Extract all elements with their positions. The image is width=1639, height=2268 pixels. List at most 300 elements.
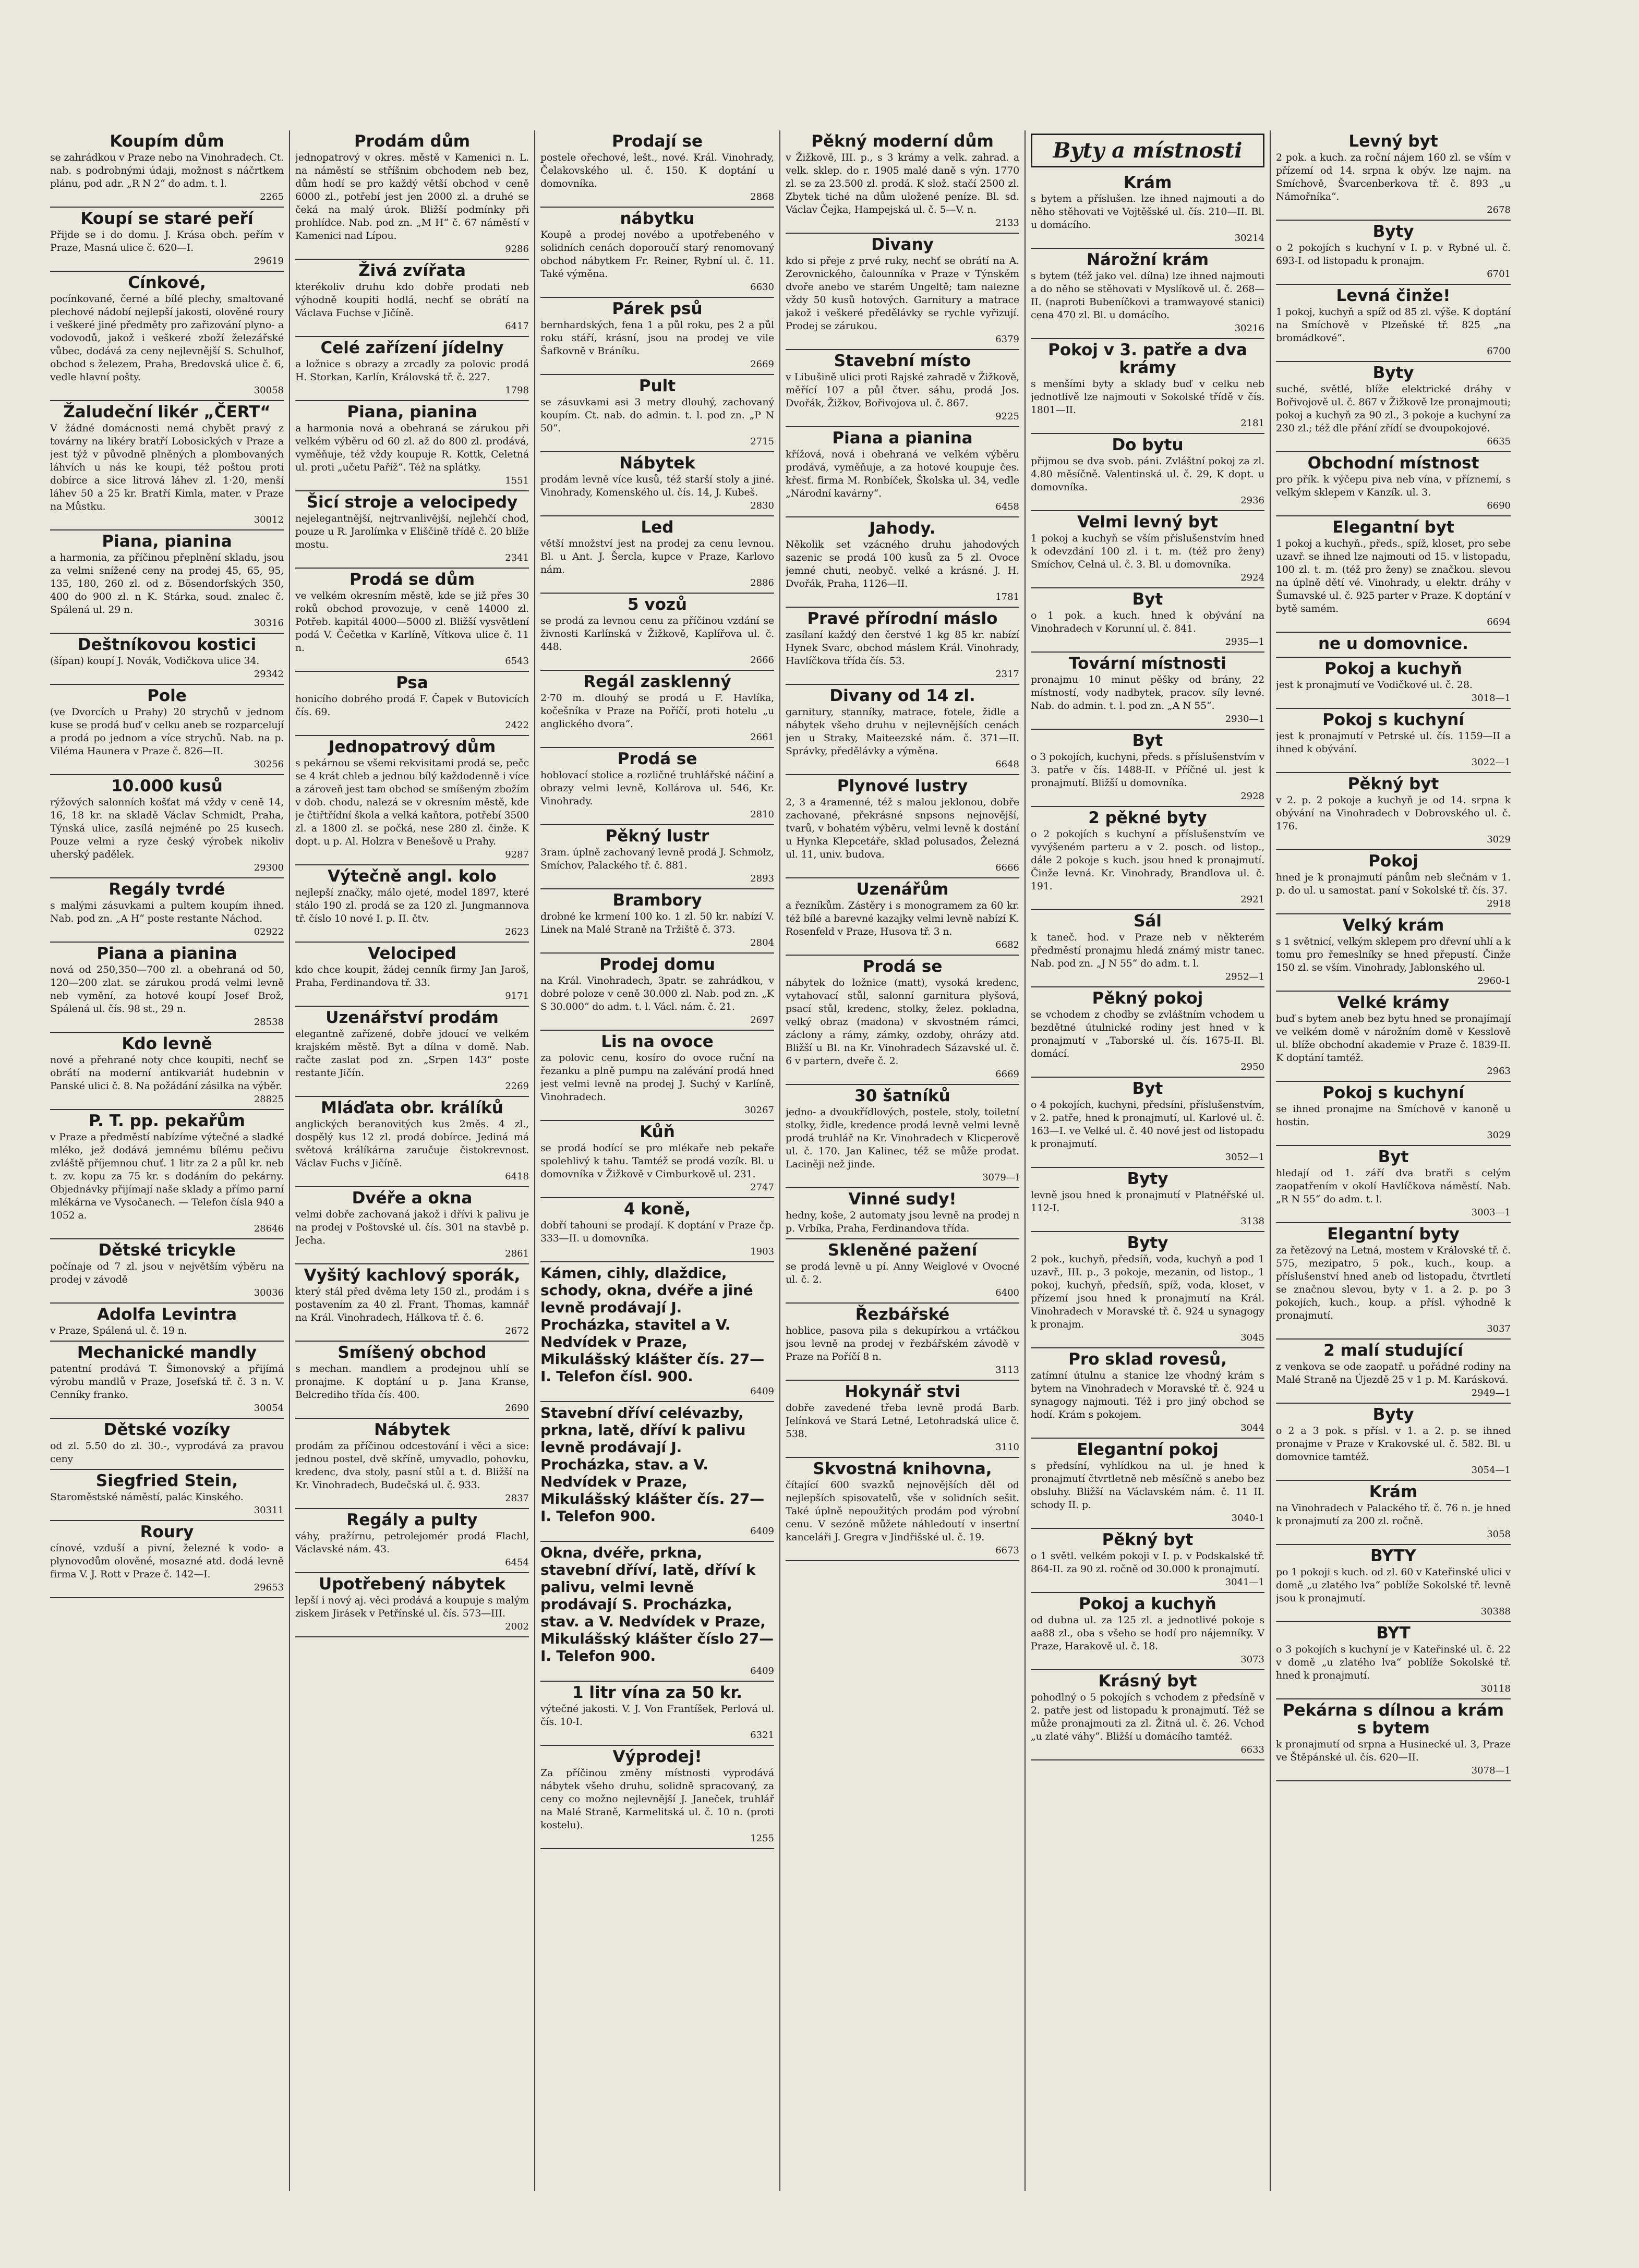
ad-number: 2837 — [505, 1493, 529, 1504]
ad-text: nejelegantnější, nejtrvanlivější, nejlehčí chod, pouze u R. Jarolímka v Eliščině třídě č. 20 blíže mostu. — [295, 513, 529, 550]
ad-text: s pekárnou se všemi rekvisitami prodá se, pečc se 4 krát chleb a jednou bílý každodenně i více a zároveň jest tam obchod se smíšeným zbožím v dob. chodu, nalezá se v okresním městě, kde je čtiřtřídní škola a velká kaňtora, potřebí 3500 zl. a 1800 zl. se počká, nese 280 zl. činže. K dopt. u p. Al. Holzra v Benešově u Prahy. — [295, 757, 529, 847]
ad-heading: Prodej domu — [599, 955, 715, 974]
ad-heading: 10.000 kusů — [111, 777, 223, 795]
classified-ad — [540, 889, 774, 954]
ad-heading: Celé zařízení jídelny — [320, 339, 504, 357]
classified-ad — [786, 608, 1019, 685]
classified-ad — [540, 825, 774, 889]
ad-text: o 4 pokojích, kuchyni, předsíni, příslušenstvím, v 2. patře, hned k pronajmutí, ul. Karlové ul. č. 163—I. ve Velké ul. č. 40 nové jest od listopadu k pronajmutí. — [1031, 1099, 1264, 1150]
ad-heading: 30 šatníků — [854, 1087, 950, 1105]
classified-ad — [1031, 1232, 1264, 1348]
ad-number: 29619 — [254, 256, 284, 267]
ad-number: 2924 — [1240, 572, 1264, 583]
classified-ad — [1276, 1340, 1511, 1404]
ad-text: se zahrádkou v Praze nebo na Vinohradech. Ct. nab. s podrobnými údaji, možnost s náčrtkem plánu, pod adr. „R N 2“ do adm. t. l. — [50, 152, 284, 189]
ad-heading: P. T. pp. pekařům — [89, 1112, 245, 1130]
ad-number: 6701 — [1487, 269, 1511, 280]
classified-ad — [1031, 807, 1264, 910]
ad-number: 2868 — [750, 191, 774, 202]
ad-text: Několik set vzácného druhu jahodových sazenic se prodá 100 kusů za 5 zl. Ovoce jemné chuti, neobyč. velké a krásné. J. H. Dvořák, Praha, 1126—II. — [786, 539, 1019, 589]
ad-number: 3113 — [995, 1365, 1019, 1376]
classified-ad — [540, 1031, 774, 1121]
ad-number: 6379 — [995, 334, 1019, 345]
ad-number: 2341 — [505, 552, 529, 563]
ad-heading: Krám — [1369, 1482, 1418, 1501]
ad-heading: Plynové lustry — [837, 777, 968, 795]
classified-ad — [1276, 516, 1511, 633]
classified-ad — [1276, 1545, 1511, 1622]
ad-heading: Prodají se — [612, 132, 703, 151]
ad-text: 2 pok. a kuch. za roční nájem 160 zl. se vším v přízemí od 14. srpna k obýv. lze najm. na Smíchově, Švarcenberkova tř. č. 893 „u Námořníka“. — [1276, 152, 1511, 202]
classified-ad — [50, 1521, 284, 1598]
classified-ad — [1276, 773, 1511, 850]
classified-ad — [1276, 914, 1511, 992]
ad-text: a ložnice s obrazy a zrcadly za polovic prodá H. Storkan, Karlín, Královská tř. č. 227. — [295, 358, 529, 383]
ad-heading: Led — [641, 518, 674, 537]
ad-number: 2002 — [505, 1621, 529, 1632]
ad-heading: Byty — [1372, 364, 1414, 382]
column-5 — [1026, 130, 1271, 2191]
classified-ad — [295, 337, 529, 401]
ad-number: 3040-1 — [1231, 1513, 1264, 1524]
ad-number: 2830 — [750, 500, 774, 511]
ad-text: Staroměstské náměstí, palác Kinského. — [50, 1491, 244, 1503]
ad-number: 6694 — [1487, 617, 1511, 628]
ad-heading: 1 litr vína za 50 kr. — [572, 1683, 743, 1702]
classified-ad — [1031, 1529, 1264, 1593]
classified-ad — [295, 130, 529, 260]
ad-text: Okna, dvéře, prkna, stavební dříví, latě, dříví k palivu, velmi levně prodávají S. Procházka, stav. a V. Nedvídek v Praze, Mikulášský klášter číslo 27—I. Telefon 900. — [540, 1544, 774, 1664]
classified-ad — [50, 1304, 284, 1342]
ad-number: 3078—1 — [1471, 1765, 1511, 1776]
ad-number: 6417 — [505, 321, 529, 332]
classified-ad — [295, 569, 529, 672]
ad-number: 1903 — [750, 1246, 774, 1257]
classified-ad — [295, 1007, 529, 1097]
ad-text: 2 pok., kuchyň, předsíň, voda, kuchyň a pod 1 uzavř., III. p., 3 pokoje, mezanin, od listop., 1 pokoj, kuchyň, předsíň, spíž, voda, kloset, v přízemí jsou hned k pronajmutí na Král. Vinohradech v Moravské tř. č. 924 u synagogy k pronajm. — [1031, 1253, 1264, 1330]
ad-number: 6409 — [750, 1666, 774, 1676]
classified-ad — [1276, 709, 1511, 773]
ad-text: Za příčinou změny místnosti vyprodává nábytek všeho druhu, solidně spracovaný, za ceny co možno nejlevnější J. Janeček, truhlář na Malé Straně, Karmelitská ul. č. 10 n. (proti kostelu). — [540, 1767, 774, 1831]
ad-number: 6666 — [995, 862, 1019, 873]
ad-number: 6690 — [1487, 500, 1511, 511]
classified-ad — [1031, 172, 1264, 249]
ad-text: se prodá levně u pí. Anny Weiglové v Ovocné ul. č. 2. — [786, 1261, 1019, 1285]
ad-heading: Koupí se staré peří — [80, 209, 254, 228]
ad-text: Přijde se i do domu. J. Krása obch. peřím v Praze, Masná ulice č. 620—I. — [50, 229, 284, 254]
ad-number: 6700 — [1487, 346, 1511, 357]
ad-text: jest k pronajmutí v Petrské ul. čís. 1159—II a ihned k obývání. — [1276, 730, 1511, 755]
classified-ad — [295, 1509, 529, 1573]
ad-number: 3041—1 — [1225, 1577, 1264, 1588]
ad-number: 6682 — [995, 939, 1019, 950]
ad-heading: Dvéře a okna — [352, 1189, 473, 1208]
ad-number: 30012 — [254, 514, 284, 525]
ad-number: 9225 — [995, 411, 1019, 422]
classified-ad — [50, 775, 284, 878]
column-6 — [1271, 130, 1516, 2191]
classified-ad — [1031, 1348, 1264, 1439]
ad-number: 2935—1 — [1225, 636, 1264, 647]
classified-ad — [540, 375, 774, 452]
ad-number: 6673 — [995, 1545, 1019, 1556]
ad-text: se vchodem z chodby se zvláštním vchodem u bezdětné útulnické rodiny jest hned v k pronajmutí v „Taborské ul. čís. 1675-II. Bl. domácí. — [1031, 1009, 1264, 1059]
ad-heading: 2 pěkné byty — [1088, 809, 1207, 827]
ad-text: se prodá za levnou cenu za příčinou vzdání se živnosti Karlínská v Žižkově, Kaplířova ul. č. 448. — [540, 615, 774, 653]
classified-ad — [1031, 910, 1264, 987]
ad-text: o 3 pokojích, kuchyni, předs. s příslušenstvím v 3. patře v čís. 1488-II. v Příčné ul. jest k pronajmutí. Bližší u domovníka. — [1031, 751, 1264, 789]
ad-number: 3029 — [1487, 1130, 1511, 1141]
ad-number: 2181 — [1240, 418, 1264, 429]
ad-text: o 2 pokojích s kuchyní v I. p. v Rybné ul. č. 693-I. od listopadu k pronajm. — [1276, 242, 1511, 267]
ad-number: 3037 — [1487, 1323, 1511, 1334]
ad-text: pro přík. k výčepu piva neb vína, v příznemí, s velkým sklepem v Kanzík. ul. 3. — [1276, 474, 1511, 498]
column-1 — [45, 130, 290, 2191]
classified-ad — [1276, 1622, 1511, 1699]
ad-heading: Pěkný byt — [1102, 1530, 1194, 1549]
ad-heading: Prodá se — [862, 957, 943, 976]
ad-text: levně jsou hned k pronajmutí v Platnéřské ul. 112-I. — [1031, 1189, 1264, 1214]
ad-number: 6633 — [1240, 1744, 1264, 1755]
ad-number: 2893 — [750, 873, 774, 884]
classified-ad — [1031, 588, 1264, 653]
ad-text: o 1 pok. a kuch. hned k obývání na Vinohradech v Korunní ul. č. 841. — [1031, 610, 1264, 634]
column-2 — [290, 130, 535, 2191]
ad-text: za polovic cenu, kosíro do ovoce ruční na řezanku a plně pumpu na zalévání prodá hned jest velmi levně na prodej J. Suchý v Karlíně, Vinohradech. — [540, 1052, 774, 1103]
ad-heading: Elegantní byt — [1332, 518, 1454, 537]
classified-ad — [1276, 658, 1511, 709]
ad-number: 3058 — [1487, 1529, 1511, 1540]
ad-number: 6543 — [505, 656, 529, 667]
ad-text: o 3 pokojích s kuchyní je v Kateřinské ul. č. 22 v domě „u zlatého lva“ poblíže Sokolské tř. hned k pronajmutí. — [1276, 1644, 1511, 1681]
ad-heading: Mláďata obr. králíků — [321, 1099, 503, 1117]
ad-number: 2265 — [260, 191, 284, 202]
classified-ad — [540, 671, 774, 748]
ad-text: cínové, vzduší a pivní, železné k vodo- a plynovodům olověné, mosazné atd. dodá levně firma V. J. Rott v Praze č. 142—I. — [50, 1542, 284, 1580]
ad-heading: Pokoj s kuchyní — [1322, 710, 1464, 729]
ad-number: 2133 — [995, 218, 1019, 228]
classified-ad — [1276, 992, 1511, 1082]
ad-number: 2810 — [750, 809, 774, 820]
ad-number: 2269 — [505, 1081, 529, 1092]
ad-heading: Nárožní krám — [1086, 250, 1209, 269]
classified-ad — [295, 865, 529, 943]
ad-text: 2, 3 a 4ramenné, též s malou jeklonou, dobře zachované, překrásné snpsons nejnovější, tvarů, v bohatém výběru, velmi levně k dostání u Hynka Klepcetáře, sklad polusados, Železná ul. 11, univ. budova. — [786, 797, 1019, 860]
ad-number: 2661 — [750, 732, 774, 743]
ad-text: rýžových salonních košťat má vždy v ceně 14, 16, 18 kr. na skladě Václav Schmidt, Praha, Týnská ulice, zasílá nejméně po 25 kusech. Pouze velmi a ryze český výrobek nikoliv uherský padělek. — [50, 797, 284, 860]
ad-heading: Kůň — [640, 1123, 675, 1141]
classified-ad — [50, 1419, 284, 1470]
ad-number: 2930—1 — [1225, 714, 1264, 725]
ad-text: na Král. Vinohradech, 3patr. se zahrádkou, v dobré poloze v ceně 30.000 zl. Nab. pod zn. „K S 30.000“ do adm. t. l. Václ. nám. č. 21. — [540, 975, 774, 1012]
ad-number: 1798 — [505, 385, 529, 396]
ad-text: drobné ke krmení 100 ko. 1 zl. 50 kr. nabízí V. Linek na Malé Straně na Tržiště č. 373. — [540, 911, 774, 935]
classified-ad — [540, 1682, 774, 1746]
classified-ad — [50, 878, 284, 943]
ad-text: k taneč. hod. v Praze neb v některém předměstí pronajmu hledá známý mistr tanec. Nab. pod zn. „J N 55“ do adm. t. l. — [1031, 932, 1264, 969]
classified-ad — [786, 427, 1019, 517]
ad-heading: Byt — [1132, 1079, 1163, 1098]
ad-number: 6418 — [505, 1171, 529, 1182]
ad-heading: Regály tvrdé — [109, 880, 225, 899]
ad-text: 3ram. úplně zachovaný levně prodá J. Schmolz, Smíchov, Palackého tř. č. 881. — [540, 847, 774, 871]
ad-heading: Hokynář stvi — [845, 1382, 960, 1401]
ad-heading: Dětské tricykle — [98, 1241, 236, 1260]
ad-heading: Levný byt — [1348, 132, 1438, 151]
ad-heading: Pěkný lustr — [605, 827, 709, 846]
ad-number: 1551 — [505, 475, 529, 486]
classified-ad — [295, 401, 529, 491]
ad-text: garnitury, stanníky, matrace, fotele, židle a nábytek všeho druhu v nejlevnějších cenách jen u Straky, Maiteezské nám. č. 371—II. Správky, předělávky a výměna. — [786, 706, 1019, 757]
ad-number: 28646 — [254, 1223, 284, 1234]
ad-heading: Stavební místo — [834, 352, 971, 370]
classified-ad — [540, 1402, 774, 1542]
classified-ad — [1276, 1481, 1511, 1545]
classified-ad — [295, 1342, 529, 1419]
ad-heading: Pokoj — [1368, 852, 1418, 871]
ad-number: 2952—1 — [1225, 971, 1264, 982]
classified-ad — [1031, 1078, 1264, 1168]
ad-number: 2921 — [1240, 894, 1264, 905]
classified-ad — [50, 1470, 284, 1521]
ad-heading: nábytku — [620, 209, 695, 228]
ad-text: se prodá hodící se pro mlékaře neb pekaře spolehlivý k tahu. Tamtéž se prodá vozík. Bl. u domovníka v Žižkově v Cimburkově ul. 231. — [540, 1142, 774, 1180]
ad-heading: Velký krám — [1342, 916, 1444, 935]
ad-text: zatímní útulnu a stanice lze vhodný krám s bytem na Vinohradech v Moravské tř. č. 924 u synagogy najmouti. Též i pro jiný obchod se hodí. Krám s pokojem. — [1031, 1370, 1264, 1420]
ad-heading: Divany — [871, 235, 934, 254]
classified-ad — [1031, 1670, 1264, 1760]
ad-heading: Piana a pianina — [97, 944, 237, 963]
classified-ad — [1031, 1168, 1264, 1232]
ad-number: 30058 — [254, 385, 284, 396]
ad-text: hoblovací stolice a rozličné truhlářské náčiní a obrazy velmi levně, Kollárova ul. 546, Kr. Vinohrady. — [540, 769, 774, 807]
classified-ad — [1031, 1593, 1264, 1670]
ad-text: s bytem (též jako vel. dílna) lze ihned najmouti a do něho se stěhovati v Myslíkově ul. č. 268—II. (naproti Bubeníčkovi a tramwayové stanici) cena 470 zl. Bl. u domácího. — [1031, 270, 1264, 321]
ad-number: 3138 — [1240, 1216, 1264, 1227]
ad-number: 9171 — [505, 991, 529, 1002]
ad-heading: Pravé přírodní máslo — [807, 609, 998, 628]
ad-number: 3052—1 — [1225, 1152, 1264, 1163]
ad-heading: Byt — [1378, 1148, 1409, 1166]
classified-ad — [786, 1188, 1019, 1239]
ad-number: 30118 — [1480, 1683, 1511, 1694]
classified-ad — [1276, 362, 1511, 452]
ad-text: se zásuvkami asi 3 metry dlouhý, zachovaný koupím. Ct. nab. do admin. t. l. pod zn. „P N 50“. — [540, 396, 774, 434]
ad-number: 28825 — [254, 1094, 284, 1105]
ad-text: počínaje od 7 zl. jsou v největším výběru na prodej v závodě — [50, 1261, 284, 1285]
ad-heading: Výprodej! — [612, 1747, 702, 1766]
ad-heading: Pěkný byt — [1347, 775, 1439, 793]
classified-ad — [786, 1239, 1019, 1304]
ad-text: o 2 a 3 pok. s přísl. v 1. a 2. p. se ihned pronajme v Praze v Krakovské ul. č. 582. Bl. u domovnice tamtéž. — [1276, 1425, 1511, 1463]
ad-text: 1 pokoj a kuchyň., předs., spíž, kloset, pro sebe uzavř. se ihned lze najmouti od 15. v listopadu, 100 zl. t. m. (též pro ženy) se značkou. slevou na úplně dětí vé. Vinohrady, u elektr. dráhy v Šumavské ul. č. 925 parter v Praze. K doptání v bytě samém. — [1276, 538, 1511, 614]
ad-number: 29653 — [254, 1582, 284, 1593]
ad-text: kdo si přeje z prvé ruky, nechť se obrátí na A. Zerovnického, čalounníka v Praze v Týnském dvoře anebo ve starém Ungeltě; tam nalezne vždy 50 kusů hotových. Garnitury a matrace jakož i veškeré předělávky se rychle vyřizují. Prodej se zárukou. — [786, 255, 1019, 332]
ad-number: 29300 — [254, 862, 284, 873]
ad-text: prodám za příčinou odcestování i věci a sice: jednou postel, dvě skříně, umyvadlo, pohovku, kredenc, dva stoly, pasní stůl a t. d. Bližší na Kr. Vinohradech, Budečská ul. č. 933. — [295, 1440, 529, 1491]
ad-text: Koupě a prodej novébo a upotřebeného v solidních cenách doporoučí starý renomovaný obchod nábytkem Fr. Reiner, Rybní ul. č. 11. Také výměna. — [540, 229, 774, 280]
ad-heading: Psa — [396, 673, 428, 692]
ad-text: honicího dobrého prodá F. Čapek v Butovicích čís. 69. — [295, 693, 529, 718]
classified-ad — [295, 1187, 529, 1264]
ad-text: pronajmu 10 minut pěšky od brány, 22 místností, vody nadbytek, pracov. síly levné. Nab. do admin. t. l. pod zn. „A N 55“. — [1031, 674, 1264, 711]
classified-ad — [540, 1542, 774, 1682]
ad-text: s 1 světnicí, velkým sklepem pro dřevní uhlí a k tomu pro řemeslníky se hned přepustí. Činže 150 zl. se vším. Vinohrady, Jablonského ul. — [1276, 936, 1511, 973]
ad-number: 9286 — [505, 244, 529, 255]
ad-heading: Pro sklad rovesů, — [1068, 1350, 1227, 1369]
ad-number: 2422 — [505, 720, 529, 731]
ad-text: přijmou se dva svob. páni. Zvláštní pokoj za zl. 4.80 měsíčně. Valentinská ul. č. 29, K dopt. u domovníka. — [1031, 455, 1264, 493]
ad-number: 2804 — [750, 937, 774, 948]
ad-text: s malými zásuvkami a pultem koupím ihned. Nab. pod zn. „A H“ poste restante Náchod. — [50, 900, 284, 924]
classified-ad — [786, 350, 1019, 427]
ad-heading: Dětské vozíky — [103, 1420, 231, 1439]
classified-ad — [540, 954, 774, 1031]
ad-text: od zl. 5.50 do zl. 30.-, vyprodává za pravou ceny — [50, 1440, 284, 1465]
ad-heading: Byty — [1127, 1169, 1168, 1188]
classified-ad — [1276, 221, 1511, 285]
classified-ad — [786, 956, 1019, 1085]
ad-text: lepší i nový aj. věci prodává a koupuje s malým ziskem Jirásek v Petřínské ul. čís. 573—III. — [295, 1595, 529, 1619]
classified-ad — [295, 1573, 529, 1637]
classified-ad — [1031, 339, 1264, 434]
ad-heading: Jednopatrový dům — [328, 738, 496, 756]
ad-number: 6648 — [995, 759, 1019, 770]
classified-ad — [295, 943, 529, 1007]
ad-heading: 5 vozů — [628, 595, 687, 614]
ad-heading: Piana, pianina — [347, 403, 477, 421]
ad-heading: Pole — [147, 686, 187, 705]
ad-text: prodám levně více kusů, též starší stoly a jiné. Vinohrady, Komenského ul. čís. 14, J. Kubeš. — [540, 474, 774, 498]
ad-text: z venkova se ode zaopatř. u pořádné rodiny na Malé Straně na Újezdě 25 v 1 p. M. Karásková. — [1276, 1361, 1511, 1385]
ad-text: pohodlný o 5 pokojích s vchodem z předsíně v 2. patře jest od listopadu k pronajmutí. Též se může pronajmouti za zl. Žitná ul. č. 26. Vchod „u zlaté váhy“. Bližší u domácího tamtéž. — [1031, 1692, 1264, 1742]
ad-number: 1781 — [995, 592, 1019, 602]
ad-heading: Pult — [638, 377, 676, 395]
ad-number: 2317 — [995, 669, 1019, 680]
ad-text: postele ořechové, lešt., nové. Král. Vinohrady, Čelakovského ul. č. 150. K doptání u domovníka. — [540, 152, 774, 189]
ad-number: 2960-1 — [1477, 975, 1511, 986]
column-4 — [780, 130, 1026, 2191]
ad-heading: Upotřebený nábytek — [319, 1575, 505, 1594]
ad-text: křížová, nová i obehraná ve velkém výběru prodává, vyměňuje, a za hotové koupuje čes. křesť. firma M. Ronbíček, Školska ul. 34, vedle „Národní kavárny“. — [786, 449, 1019, 499]
classified-ad — [540, 1121, 774, 1198]
ad-heading: Byty — [1372, 1405, 1414, 1424]
ad-text: 1 pokoj, kuchyň a spíž od 85 zl. výše. K doptání na Smíchově v Plzeňské tř. 825 „na bromádkové“. — [1276, 306, 1511, 344]
ad-text: elegantně zařízené, dobře jdoucí ve velkém krajském městě. Byt a dílna v domě. Nab. račte zaslat pod zn. „Srpen 143“ poste restante Jičín. — [295, 1028, 529, 1079]
ad-text: v Libušině ulici proti Rajské zahradě v Žižkově, měřící 107 a půl čtver. sáhu, prodá Jos. Dvořák, Žižkov, Bořivojova ul. č. 867. — [786, 371, 1019, 409]
ad-heading: Regály a pulty — [346, 1511, 478, 1529]
ad-heading: Siegfried Stein, — [95, 1471, 238, 1490]
ad-number: 3022—1 — [1471, 757, 1511, 768]
ad-text: s bytem a příslušen. lze ihned najmouti a do něho stěhovati ve Vojtěšské ul. čís. 210—II. Bl. u domácího. — [1031, 193, 1264, 231]
ad-text: v Praze, Spálená ul. č. 19 n. — [50, 1325, 187, 1336]
classified-ad — [50, 1239, 284, 1304]
classified-ad — [1031, 987, 1264, 1078]
ad-heading: Prodám dům — [354, 132, 471, 151]
ad-heading: Živá zvířata — [358, 261, 466, 280]
ad-number: 2690 — [505, 1403, 529, 1414]
classified-ad — [786, 1458, 1019, 1561]
classified-ad — [50, 943, 284, 1033]
ad-heading: Koupím dům — [110, 132, 224, 151]
ad-text: buď s bytem aneb bez bytu hned se pronajímají ve velkém domě v nárožním domě v Kesslově ul. blíže obchodní akademie v Praze č. 1839-II. K doptání tamtéž. — [1276, 1013, 1511, 1064]
ad-number: 29342 — [254, 669, 284, 680]
classified-ad — [295, 736, 529, 865]
ad-text: nejlepší značky, málo ojeté, model 1897, které stálo 190 zl. prodá se za 120 zl. Jungmannova tř. číslo 10 nové I. p. II. čtv. — [295, 887, 529, 924]
ad-number: 2672 — [505, 1325, 529, 1336]
ad-number: 6409 — [750, 1386, 774, 1397]
ad-heading: Pekárna s dílnou a krám s bytem — [1282, 1701, 1504, 1738]
ad-number: 3110 — [995, 1442, 1019, 1453]
classified-ad — [50, 634, 284, 685]
classified-ad — [1031, 653, 1264, 730]
classified-ad — [50, 272, 284, 401]
classified-ad — [1031, 511, 1264, 588]
ad-heading: Regál zasklenný — [583, 672, 731, 691]
ad-number: 6669 — [995, 1069, 1019, 1080]
ad-text: za řetězový na Letná, mostem v Královské tř. č. 575, mezipatro, 5 pok., kuch., koup. a příslušenství hned aneb od listopadu, čtvrtletí se značnou slevou, byty v 1. a 2. p. po 3 pokojích, kuch., koup. a přísl. výhodně k pronajmutí. — [1276, 1245, 1511, 1321]
ad-number: 3073 — [1240, 1654, 1264, 1665]
classified-ad — [1276, 1404, 1511, 1481]
ad-heading: Elegantní byty — [1327, 1225, 1460, 1244]
ad-heading: Elegantní pokoj — [1077, 1440, 1219, 1459]
ad-heading: Cínkové, — [128, 273, 206, 292]
classified-ad — [1276, 850, 1511, 914]
ad-text: kterékoliv druhu kdo dobře prodati neb výhodně koupiti hodlá, nechť se obrátí na Václava Fuchse v Jičíně. — [295, 281, 529, 319]
ad-text: pocínkované, černé a bílé plechy, smaltované plechové nádobí nejlepší jakosti, olověné roury i veškeré jiné předměty pro zařizování plyno- a vodovodů, jakož i veškeré zboží železářské vůbec, dodává za ceny nejlevnější S. Schulhof, obchod s železem, Praha, Bredovská ulice č. 6, vedle hlavní pošty. — [50, 293, 284, 383]
classified-ad — [1276, 1223, 1511, 1340]
ad-heading: Prodá se — [617, 750, 697, 768]
ad-text: jest k pronajmutí ve Vodičkové ul. č. 28. — [1276, 679, 1473, 691]
classified-ad — [1276, 633, 1511, 658]
classified-ad — [50, 530, 284, 634]
ad-text: s mechan. mandlem a prodejnou uhlí se pronajme. K doptání u p. Jana Kranse, Belcrediho třída čís. 400. — [295, 1363, 529, 1401]
ad-number: 2886 — [750, 577, 774, 588]
ad-number: 2715 — [750, 436, 774, 447]
ad-number: 3079—I — [982, 1172, 1019, 1183]
ad-text: nové a přehrané noty chce koupiti, nechť se obrátí na moderní antikvariát hudebnin v Panské ulici č. 8. Na požádání zásilka na výběr. — [50, 1054, 284, 1092]
ad-text: o 1 světl. velkém pokoji v I. p. v Podskalské tř. 864-II. za 90 zl. ročně od 30.000 k pronajmutí. — [1031, 1550, 1264, 1575]
ad-heading: Velmi levný byt — [1077, 513, 1218, 532]
ad-text: a harmonia nová a obehraná se zárukou při velkém výběru od 60 zl. až do 800 zl. prodává, vyměňuje, též vždy koupuje R. Kottk, Celetná ul. proti „učetu Paříž“. Též na splátky. — [295, 423, 529, 473]
ad-text: a harmonia, za příčinou přeplnění skladu, jsou za velmi snížené ceny na prodej 45, 65, 95, 135, 180, 260 zl. od z. Bösendorfských 350, 400 do 900 zl. n K. Stárka, soud. znalec č. Spálená ul. 29 n. — [50, 552, 284, 616]
classified-ad — [540, 298, 774, 375]
ad-number: 2963 — [1487, 1066, 1511, 1077]
ad-heading: Pokoj s kuchyní — [1322, 1083, 1464, 1102]
ad-text: jedno- a dvoukřídlových, postele, stoly, toiletní stolky, židle, kredence prodá levně velmi levně prodá truhlář na Kr. Vinohradech v Klicperově ul. č. 170. Jan Kalinec, též se může prodat. Laciněji než jinde. — [786, 1106, 1019, 1170]
ad-text: s menšími byty a sklady buď v celku neb jednotlivě lze najmouti v Sokolské třídě v čís. 1801—II. — [1031, 378, 1264, 416]
classified-ad — [786, 1381, 1019, 1458]
ad-text: hoblice, pasova pila s dekupírkou a vrtáčkou jsou levně na prodej v řezbářském závodě v Praze na Poříčí 8 n. — [786, 1325, 1019, 1362]
classified-ad — [295, 1264, 529, 1342]
ad-heading: Párek psů — [612, 299, 703, 318]
classified-ad — [540, 452, 774, 516]
ad-number: 2918 — [1487, 898, 1511, 909]
ad-text: velmi dobře zachovaná jakož i dřívi k palivu je na prodej v Poštovské ul. čís. 301 na stavbě p. Jecha. — [295, 1209, 529, 1246]
column-3 — [535, 130, 780, 2191]
classified-ad — [540, 1746, 774, 1849]
ad-text: od dubna ul. za 125 zl. a jednotlivé pokoje s aa88 zl., oba s všeho se hodí pro nájemníky. V Praze, Harakově ul. č. 18. — [1031, 1614, 1264, 1652]
classified-ad — [786, 234, 1019, 350]
ad-number: 3044 — [1240, 1422, 1264, 1433]
ad-heading: Krásný byt — [1098, 1672, 1197, 1691]
ad-heading: Pěkný pokoj — [1092, 989, 1203, 1008]
ad-text: čítající 600 svazků nejnovějších děl od nejlepších spisovatelů, vše v solidních sešit. Také úplně nepoužitých prodám pod výrobní cenu. V sezóně můžete náhledoutí v insertní kanceláři J. Gregra v Jindřišské ul. č. 19. — [786, 1479, 1019, 1543]
classified-ad — [540, 594, 774, 671]
ad-number: 2861 — [505, 1248, 529, 1259]
ad-number: 3029 — [1487, 834, 1511, 845]
ad-text: nábytek do ložnice (matt), vysoká kredenc, vytahovací stůl, salonní garnitura plyšová, psací stůl, kredenc, stolky, želez. pokladna, velký obraz (madona) v skvostném rámci, záclony a rámy, zámky, ozdoby, ohrázy atd. Bližší u Bl. na Kr. Vinohradech Sázavské ul. č. 6 v partern, dveře č. 2. — [786, 977, 1019, 1067]
